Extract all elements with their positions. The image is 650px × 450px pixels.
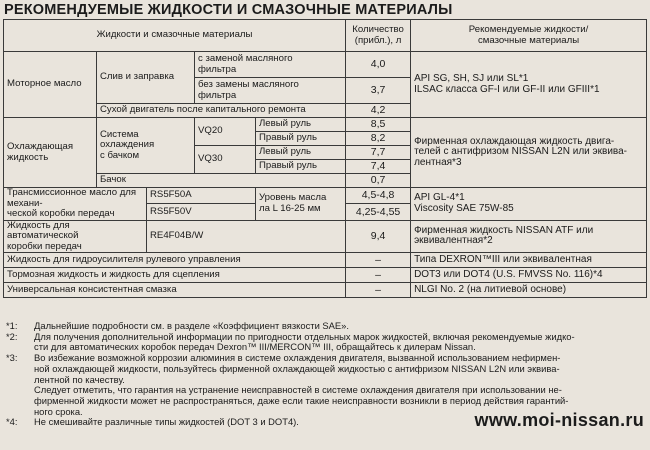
footnote-line: сти для автоматических коробок передач Dexron™ III/MERCON™ III, обращайтесь к дилерам Nissan. (34, 341, 476, 353)
tank-qty: 0,7 (346, 174, 411, 188)
cooling-system-line2: охлаждения (100, 139, 155, 151)
table-row (4, 268, 647, 283)
header-recommended-line1: Рекомендуемые жидкости/ (468, 24, 589, 35)
auto-trans-line1: Жидкость для автоматической (7, 220, 79, 241)
power-steering-rec: Типа DEXRON™III или эквивалентная (411, 253, 647, 268)
footnote-line: фирменной жидкости может не распространяться, даже если такие неисправности возникли в период действия гарантий- (34, 394, 569, 406)
engine-oil-label: Моторное масло (4, 52, 97, 118)
header-quantity-line1: Количество (352, 24, 404, 35)
manual-trans-rec-line2: Viscosity SAE 75W-85 (414, 202, 514, 214)
auto-trans-rec (411, 220, 647, 253)
dry-engine-label: Сухой двигатель после капитального ремонта (97, 104, 346, 118)
coolant-rec (411, 118, 647, 188)
drain-fill-label: Слив и заправка (97, 52, 195, 104)
auto-trans-label (4, 220, 147, 253)
power-steering-qty: – (346, 253, 411, 268)
footnote-line: Во избежание возможной коррозии алюминия в системе охлаждения двигателя, вызванной использованием нефирмен- (34, 352, 561, 364)
auto-trans-qty: 9,4 (346, 220, 411, 253)
footnote-line: Дальнейшие подробности см. в разделе «Коэффициент вязкости SAE». (34, 320, 349, 331)
brake-rec: DOT3 или DOT4 (U.S. FMVSS No. 116)*4 (411, 268, 647, 283)
without-filter-qty: 3,7 (346, 78, 411, 104)
footnote-text (34, 353, 644, 417)
brake-qty: – (346, 268, 411, 283)
manual-trans-qty2: 4,25-4,55 (346, 204, 411, 220)
footnote (6, 353, 644, 417)
footnote-mark: *4: (6, 416, 18, 428)
header-recommended (411, 20, 647, 52)
header-recommended-line2: смазочные материалы (478, 34, 580, 46)
with-filter-line2: фильтра (198, 63, 237, 75)
watermark: www.moi-nissan.ru (474, 410, 644, 430)
oil-level-line1: Уровень масла (259, 192, 327, 204)
footnote-mark: *1: (6, 320, 18, 331)
cooling-system-line1: Система (100, 128, 139, 140)
header-quantity-line2: (прибл.), л (354, 34, 402, 46)
vq20-right-label: Правый руль (256, 132, 346, 146)
with-filter-label (195, 52, 346, 78)
tank-label: Бачок (97, 174, 346, 188)
footnote-line: лентной по качеству. (34, 373, 125, 385)
table-row (4, 253, 647, 268)
cooling-system-label (97, 118, 195, 174)
table-row (4, 283, 647, 298)
footnote-mark: *3: (6, 352, 18, 364)
footnote-line: ной охлаждающей жидкости, пользуйтесь фирменной охлаждающей жидкостью с антифризом NISSAN L2N или эквива- (34, 362, 560, 374)
header-quantity (346, 20, 411, 52)
auto-trans-line2: коробки передач (7, 240, 82, 252)
coolant-label (4, 118, 97, 188)
grease-rec: NLGI No. 2 (на литиевой основе) (411, 283, 647, 298)
vq20-left-qty: 8,5 (346, 118, 411, 132)
footnote-text (34, 332, 644, 353)
table-header-row (4, 20, 647, 52)
vq30-left-label: Левый руль (256, 146, 346, 160)
coolant-label-line2: жидкость (7, 151, 49, 163)
auto-trans-rec-line1: Фирменная жидкость NISSAN ATF или (414, 224, 594, 236)
table-row (4, 52, 647, 78)
oil-level-label (256, 188, 346, 221)
vq30-left-qty: 7,7 (346, 146, 411, 160)
fluids-table (3, 19, 647, 298)
with-filter-qty: 4,0 (346, 52, 411, 78)
auto-trans-model: RE4F04B/W (147, 220, 346, 253)
engine-vq30: VQ30 (195, 146, 256, 174)
brake-label: Тормозная жидкость и жидкость для сцепления (4, 268, 346, 283)
coolant-label-line1: Охлаждающая (7, 141, 74, 152)
dry-engine-qty: 4,2 (346, 104, 411, 118)
manual-trans-line2: ческой коробки передач (7, 208, 115, 219)
footnote (6, 332, 644, 353)
table-row (4, 188, 647, 204)
table-row (4, 220, 647, 253)
footnote-mark: *2: (6, 330, 18, 342)
engine-oil-rec-line1: API SG, SH, SJ или SL*1 (414, 73, 529, 84)
vq30-right-qty: 7,4 (346, 160, 411, 174)
vq30-right-label: Правый руль (256, 160, 346, 174)
coolant-rec-line3: лентная*3 (414, 156, 462, 168)
manual-trans-model1: RS5F50A (147, 188, 256, 204)
footnote-line: Не смешивайте различные типы жидкостей (DOT 3 и DOT4). (34, 416, 299, 428)
manual-trans-line1: Трансмиссионное масло для механи- (7, 187, 137, 209)
cooling-system-line3: с бачком (100, 149, 140, 161)
engine-oil-rec (411, 52, 647, 118)
coolant-rec-line2: телей с антифризом NISSAN L2N или эквива- (414, 146, 627, 158)
manual-trans-label (4, 188, 147, 221)
manual-trans-rec (411, 188, 647, 221)
engine-oil-rec-line2: ILSAC класса GF-I или GF-II или GFIII*1 (414, 83, 600, 95)
grease-label: Универсальная консистентная смазка (4, 283, 346, 298)
manual-trans-rec-line1: API GL-4*1 (414, 192, 465, 204)
manual-trans-model2: RS5F50V (147, 204, 256, 220)
grease-qty: – (346, 283, 411, 298)
engine-vq20: VQ20 (195, 118, 256, 146)
page-title: РЕКОМЕНДУЕМЫЕ ЖИДКОСТИ И СМАЗОЧНЫЕ МАТЕРИАЛЫ (4, 2, 453, 18)
with-filter-line1: с заменой масляного (198, 53, 293, 64)
vq20-left-label: Левый руль (256, 118, 346, 132)
header-fluids: Жидкости и смазочные материалы (4, 20, 346, 52)
oil-level-line2: ла L 16-25 мм (259, 202, 321, 214)
power-steering-label: Жидкость для гидроусилителя рулевого управления (4, 253, 346, 268)
without-filter-line2: фильтра (198, 89, 237, 101)
table-row (4, 118, 647, 132)
coolant-rec-line1: Фирменная охлаждающая жидкость двига- (414, 135, 615, 147)
manual-trans-qty1: 4,5-4,8 (346, 188, 411, 204)
footnote-line: Для получения дополнительной информации по пригодности отдельных марок жидкостей, включая рекомендуемые жидко- (34, 330, 575, 342)
vq20-right-qty: 8,2 (346, 132, 411, 146)
without-filter-label (195, 78, 346, 104)
auto-trans-rec-line2: эквивалентная*2 (414, 235, 493, 247)
without-filter-line1: без замены масляного (198, 79, 299, 90)
footnote-line: Следует отметить, что гарантия на устранение неисправностей в системе охлаждения двигателя при использовании не- (34, 384, 562, 396)
footnote-line: ного срока. (34, 405, 83, 417)
